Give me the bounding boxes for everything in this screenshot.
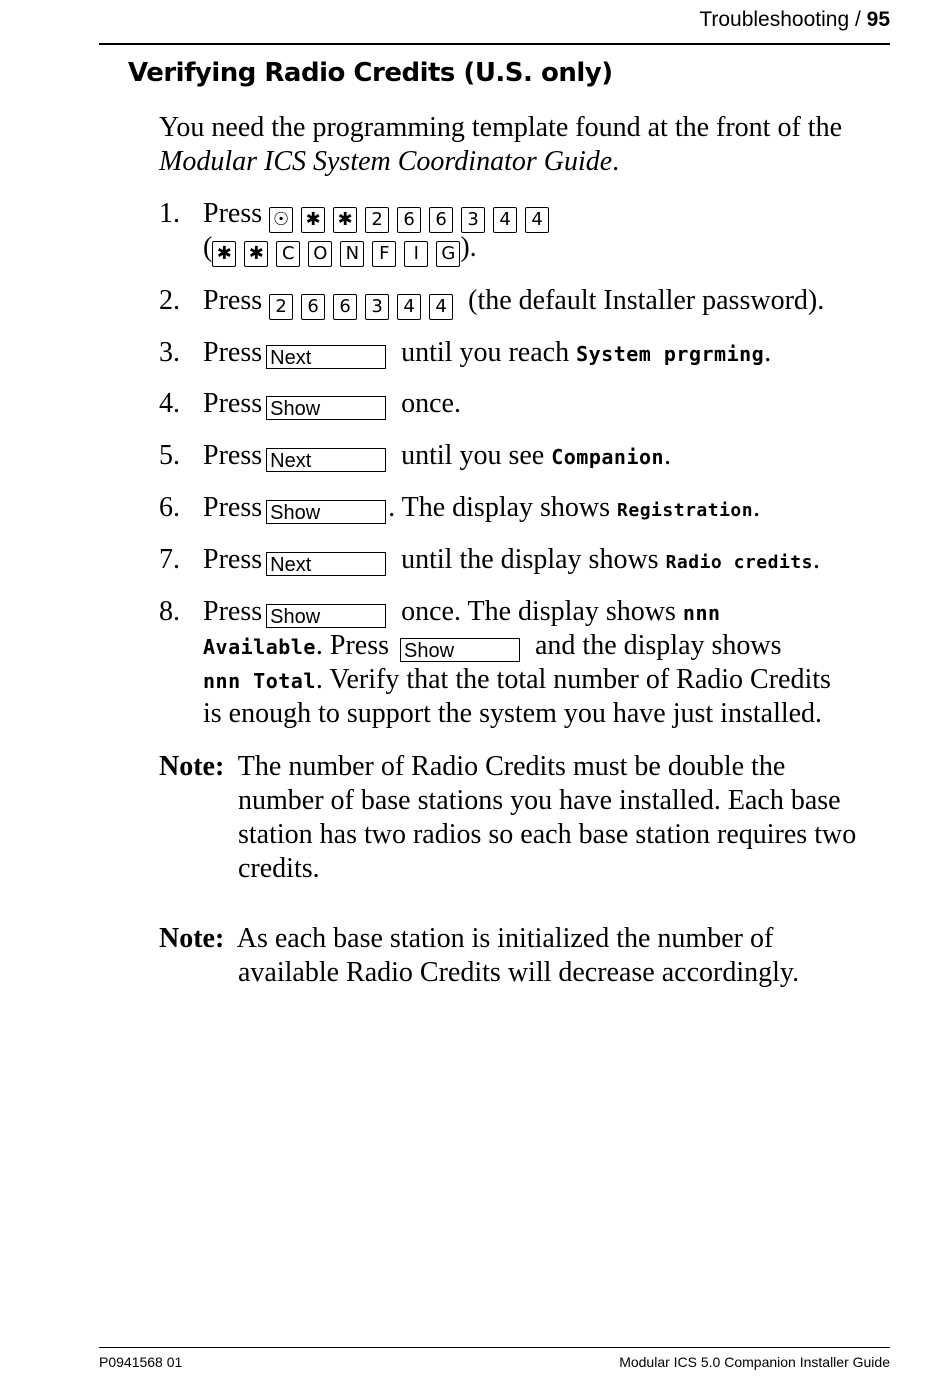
press-text: Press: [203, 492, 263, 523]
document-number: P0941568 01: [99, 1354, 183, 1370]
step-text: . Press: [315, 630, 396, 661]
key-o: O: [308, 241, 332, 267]
step-end: .: [664, 440, 672, 471]
paren-open: (: [203, 232, 213, 263]
display-text: Radio credits: [665, 552, 813, 573]
key-6: 6: [397, 207, 421, 233]
step-text: . Verify that the total number of Radio Credits: [315, 664, 831, 695]
press-text: Press: [203, 544, 263, 575]
show-softkey: Show: [266, 500, 386, 524]
display-text: Companion: [551, 445, 665, 469]
key-6: 6: [301, 294, 325, 320]
page-number: 95: [866, 8, 890, 31]
press-text: Press: [203, 596, 263, 627]
intro-end: .: [612, 146, 620, 177]
note-label: Note:: [159, 751, 225, 782]
step-text: until the display shows: [401, 544, 666, 575]
display-text: Registration: [617, 500, 754, 521]
display-text: System prgrming: [576, 342, 765, 366]
key-6: 6: [429, 207, 453, 233]
step-text: is enough to support the system you have just installed.: [203, 698, 823, 729]
key-2: 2: [269, 294, 293, 320]
step-number: 5.: [159, 440, 180, 471]
show-softkey: Show: [400, 638, 520, 662]
step-text: (the default Installer password).: [468, 285, 825, 316]
key-star: ✱: [333, 207, 357, 233]
step-number: 2.: [159, 285, 180, 316]
key-star: ✱: [212, 241, 236, 267]
key-2: 2: [365, 207, 389, 233]
key-4: 4: [525, 207, 549, 233]
step-text: once.: [401, 388, 461, 419]
step-text: . The display shows: [388, 492, 618, 523]
step-text: once. The display shows: [401, 596, 683, 627]
key-g: G: [436, 241, 460, 267]
key-6: 6: [333, 294, 357, 320]
header-rule: [99, 43, 890, 45]
note-2: [159, 922, 899, 990]
display-text: nnn Total: [203, 669, 316, 693]
press-text: Press: [203, 198, 263, 229]
next-softkey: Next: [266, 448, 386, 472]
next-softkey: Next: [266, 552, 386, 576]
running-header: [699, 8, 890, 32]
step-number: 6.: [159, 492, 180, 523]
note-line: The number of Radio Credits must be double the: [237, 751, 786, 782]
display-text: nnn: [682, 601, 721, 625]
key-4: 4: [397, 294, 421, 320]
step-text: until you reach: [401, 337, 577, 368]
note-line: As each base station is initialized the number of: [236, 923, 774, 954]
guide-title: Modular ICS System Coordinator Guide: [159, 146, 613, 177]
key-3: 3: [461, 207, 485, 233]
note-line: available Radio Credits will decrease accordingly.: [238, 957, 800, 988]
next-softkey: Next: [266, 345, 386, 369]
step-number: 4.: [159, 388, 180, 419]
key-n: N: [340, 241, 364, 267]
note-1: [159, 750, 899, 886]
key-c: C: [276, 241, 300, 267]
step-text: and the display shows: [535, 630, 782, 661]
show-softkey: Show: [266, 604, 386, 628]
key-4: 4: [493, 207, 517, 233]
press-text: Press: [203, 285, 263, 316]
paren-close: ).: [460, 232, 477, 263]
show-softkey: Show: [266, 396, 386, 420]
key-3: 3: [365, 294, 389, 320]
key-star: ✱: [244, 241, 268, 267]
note-line: station has two radios so each base station requires two: [238, 819, 857, 850]
key-i: I: [404, 241, 428, 267]
press-text: Press: [203, 388, 263, 419]
press-text: Press: [203, 337, 263, 368]
step-number: 7.: [159, 544, 180, 575]
step-number: 1.: [159, 198, 180, 229]
press-text: Press: [203, 440, 263, 471]
display-text: Available: [203, 635, 316, 659]
step-end: .: [812, 544, 820, 575]
key-f: F: [372, 241, 396, 267]
intro-paragraph: [159, 111, 899, 179]
step-number: 3.: [159, 337, 180, 368]
key-star: ✱: [301, 207, 325, 233]
footer-rule: [99, 1347, 890, 1348]
intro-text: You need the programming template found at the front of the: [159, 112, 842, 143]
guide-name: Modular ICS 5.0 Companion Installer Guide: [619, 1354, 890, 1370]
step-end: .: [764, 337, 772, 368]
key-4: 4: [429, 294, 453, 320]
step-number: 8.: [159, 596, 180, 627]
header-section: Troubleshooting /: [699, 8, 867, 31]
page-title: Verifying Radio Credits (U.S. only): [128, 58, 613, 88]
step-end: .: [753, 492, 761, 523]
note-line: credits.: [238, 853, 320, 884]
feature-key-icon: ☉: [269, 207, 293, 233]
step-text: until you see: [401, 440, 552, 471]
note-label: Note:: [159, 923, 225, 954]
note-line: number of base stations you have installed. Each base: [238, 785, 841, 816]
